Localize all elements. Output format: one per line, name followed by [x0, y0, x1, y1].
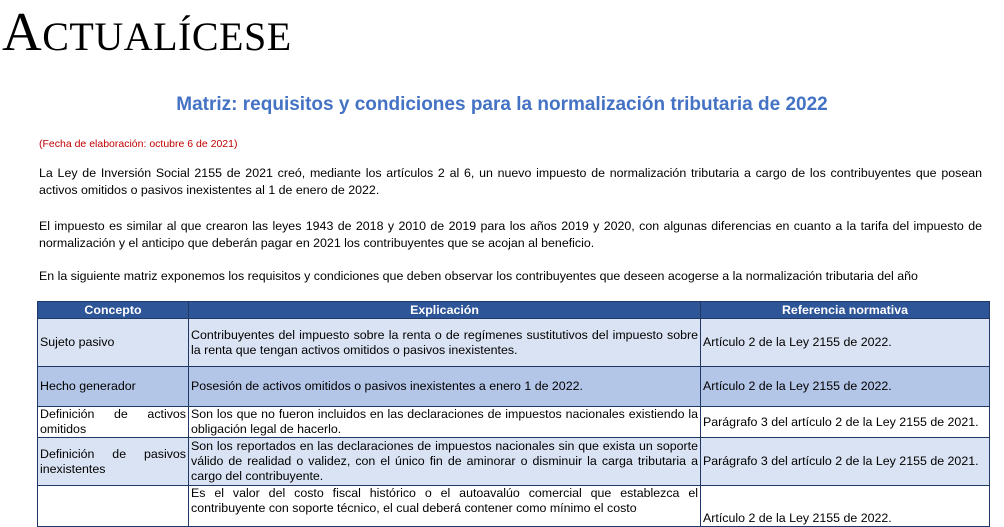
table-row [38, 319, 990, 367]
table-row [38, 367, 990, 407]
cell-explicacion: Posesión de activos omitidos o pasivos inexistentes a enero 1 de 2022. [189, 367, 701, 407]
intro-paragraph-1: La Ley de Inversión Social 2155 de 2021 creó, mediante los artículos 2 al 6, un nuevo impuesto de normalización tributaria a cargo de los contribuyentes que posean activos omitidos o pasivos inexistentes al 1 de enero de 2022. [39, 166, 982, 197]
cell-concepto: Hecho generador [38, 367, 189, 407]
cell-referencia: Parágrafo 3 del artículo 2 de la Ley 2155 de 2021. [701, 407, 990, 438]
header-referencia: Referencia normativa [701, 302, 990, 319]
table-row [38, 486, 990, 527]
cell-concepto: Definición de activos omitidos [38, 407, 189, 438]
cell-referencia: Artículo 2 de la Ley 2155 de 2022. [701, 486, 990, 527]
cell-concepto: Definición de pasivos inexistentes [38, 438, 189, 486]
intro-paragraph-2: El impuesto es similar al que crearon las leyes 1943 de 2018 y 2010 de 2019 para los años 2019 y 2020, con algunas diferencias en cuanto a la tarifa del impuesto de normalización y el anticipo que deberán pagar en 2021 los contribuyentes que se acojan al beneficio. [39, 219, 982, 250]
cell-referencia: Artículo 2 de la Ley 2155 de 2022. [701, 367, 990, 407]
logo-rest: CTUALÍCESE [42, 14, 292, 59]
page-title: Matriz: requisitos y condiciones para la normalización tributaria de 2022 [176, 94, 828, 115]
cell-explicacion: Contribuyentes del impuesto sobre la renta o de regímenes sustitutivos del impuesto sobre la renta que tengan activos omitidos o pasivos inexistentes. [189, 319, 701, 367]
date-note: (Fecha de elaboración: octubre 6 de 2021) [39, 138, 238, 150]
actualicese-logo [2, 1, 292, 65]
header-concepto: Concepto [38, 302, 189, 319]
cell-referencia: Parágrafo 3 del artículo 2 de la Ley 2155 de 2021. [701, 438, 990, 486]
cell-referencia: Artículo 2 de la Ley 2155 de 2022. [701, 319, 990, 367]
table-row [38, 438, 990, 486]
table-row [38, 407, 990, 438]
intro-paragraph-3: En la siguiente matriz exponemos los requisitos y condiciones que deben observar los contribuyentes que deseen acogerse a la normalización tributaria del año [39, 269, 918, 283]
cell-concepto [38, 486, 189, 527]
cell-explicacion: Son los que no fueron incluidos en las declaraciones de impuestos nacionales existiendo la obligación legal de hacerlo. [189, 407, 701, 438]
requirements-matrix [37, 301, 990, 527]
cell-explicacion: Es el valor del costo fiscal histórico o el autoavalúo comercial que establezca el contribuyente con soporte técnico, el cual deberá contener como mínimo el costo [189, 486, 701, 527]
header-explicacion: Explicación [189, 302, 701, 319]
cell-concepto: Sujeto pasivo [38, 319, 189, 367]
cell-explicacion: Son los reportados en las declaraciones de impuestos nacionales sin que exista un soporte válido de realidad o validez, con el único fin de aminorar o disminuir la carga tributaria a cargo del contribuyente. [189, 438, 701, 486]
logo-first-letter: A [2, 1, 43, 62]
matrix-header-row [38, 302, 990, 319]
